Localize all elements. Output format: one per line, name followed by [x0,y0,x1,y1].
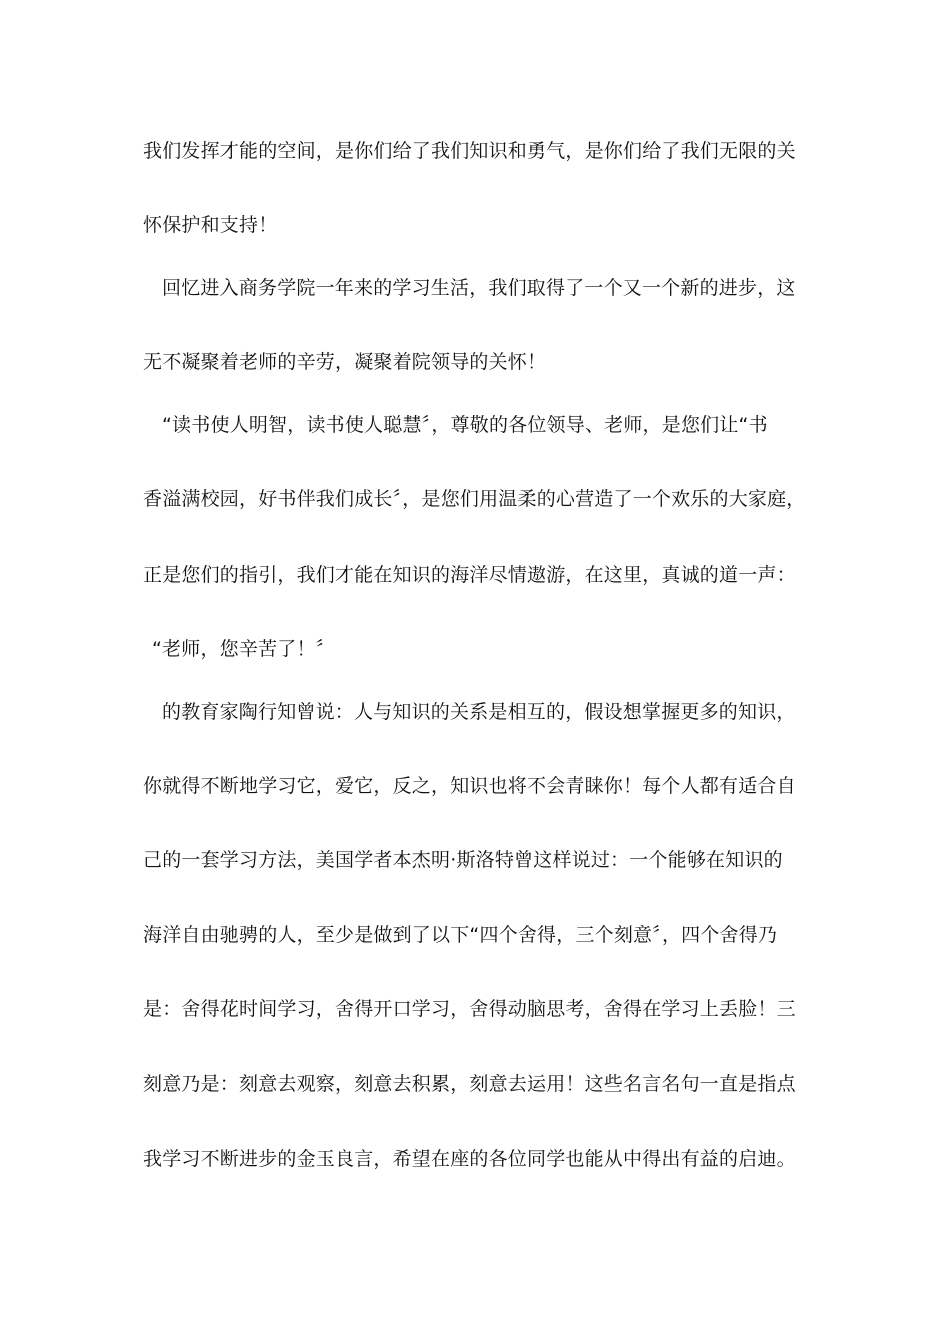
text-line: 你就得不断地学习它，爱它，反之，知识也将不会青睐你！每个人都有适合自 [143,775,796,797]
text-line: 回忆进入商务学院一年来的学习生活，我们取得了一个又一个新的进步，这 [162,277,796,299]
text-line: “老师，您辛苦了！〞 [152,638,335,660]
text-line: 正是您们的指引，我们才能在知识的海洋尽情遨游，在这里，真诚的道一声： [143,564,796,586]
text-line: 是：舍得花时间学习，舍得开口学习，舍得动脑思考，舍得在学习上丢脸！三 [143,998,796,1020]
text-line: 的教育家陶行知曾说：人与知识的关系是相互的，假设想掌握更多的知识， [162,701,796,723]
text-line: 海洋自由驰骋的人，至少是做到了以下“四个舍得，三个刻意〞，四个舍得乃 [143,924,778,946]
text-line: 己的一套学习方法，美国学者本杰明·斯洛特曾这样说过：一个能够在知识的 [143,849,783,871]
text-line: 无不凝聚着老师的辛劳，凝聚着院领导的关怀！ [143,351,547,373]
text-line: 我学习不断进步的金玉良言，希望在座的各位同学也能从中得出有益的启迪。 [143,1148,796,1170]
text-line: 刻意乃是：刻意去观察，刻意去积累，刻意去运用！这些名言名句一直是指点 [143,1073,796,1095]
text-line: 怀保护和支持！ [143,214,278,236]
text-line: “读书使人明智，读书使人聪慧〞，尊敬的各位领导、老师，是您们让“书 [162,414,768,436]
text-line: 香溢满校园，好书伴我们成长〞，是您们用温柔的心营造了一个欢乐的大家庭， [143,488,806,510]
text-line: 我们发挥才能的空间，是你们给了我们知识和勇气，是你们给了我们无限的关 [143,140,796,162]
